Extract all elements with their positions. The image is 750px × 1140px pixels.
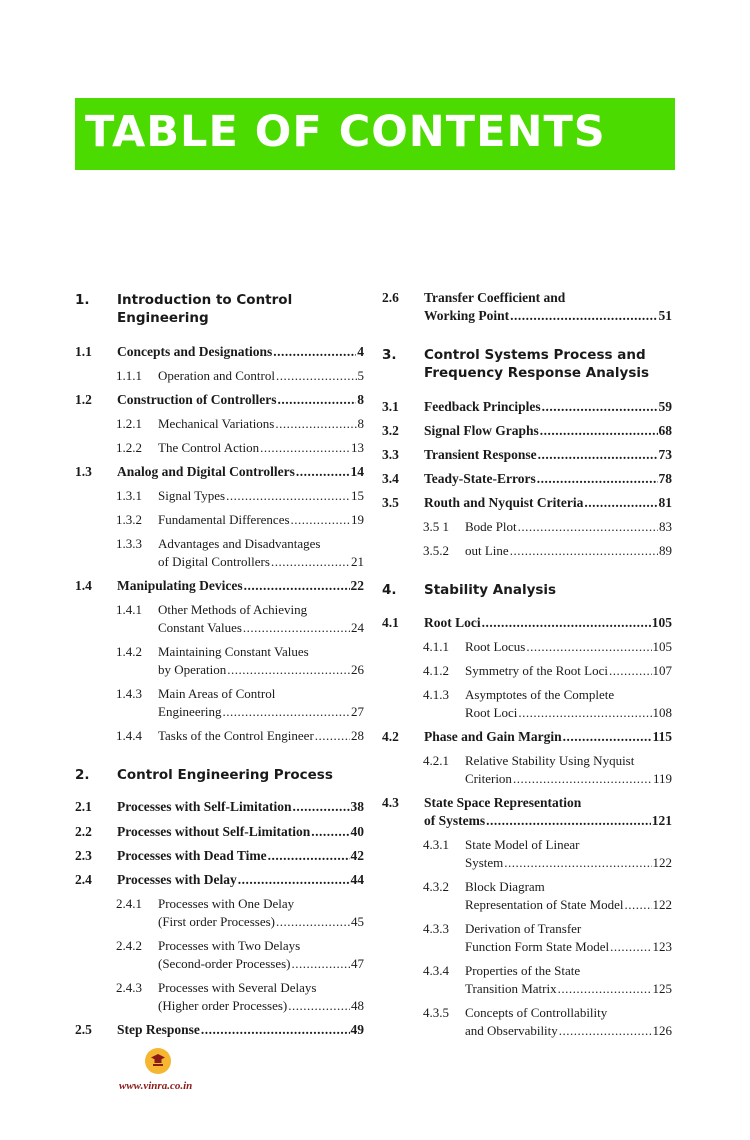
toc-entry-sub[interactable]	[423, 1004, 672, 1040]
page-number: 5	[357, 368, 364, 383]
entry-title: Routh and Nyquist Criteria	[424, 495, 584, 510]
dot-leader	[625, 896, 652, 914]
entry-number: 1.4.3	[116, 686, 142, 701]
page-number: 48	[351, 998, 364, 1013]
dot-leader	[243, 619, 350, 637]
dot-leader	[584, 494, 657, 512]
dot-leader	[291, 511, 350, 529]
toc-entry-sub[interactable]	[423, 518, 672, 536]
toc-entry-sub[interactable]	[116, 895, 364, 931]
entry-number: 1.4.1	[116, 602, 142, 617]
entry-title: Other Methods of Achieving	[158, 602, 308, 617]
dot-leader	[609, 662, 652, 680]
entry-number: 3.4	[382, 471, 399, 486]
entry-number: 4.1.1	[423, 639, 449, 654]
page-number: 47	[351, 956, 364, 971]
entry-title: Relative Stability Using Nyquist	[465, 753, 635, 768]
toc-entry-section[interactable]	[75, 823, 364, 841]
entry-number: 2.6	[382, 290, 399, 305]
entry-title: Processes with Delay	[117, 872, 237, 887]
entry-number: 4.1.2	[423, 663, 449, 678]
toc-entry-section[interactable]	[382, 728, 672, 746]
page-number: 45	[351, 914, 364, 929]
entry-title: Derivation of Transfer	[465, 921, 582, 936]
page-number: 4	[357, 344, 364, 359]
entry-number: 4.1	[382, 615, 399, 630]
toc-entry-sub[interactable]	[423, 686, 672, 722]
entry-title: Transition Matrix	[465, 981, 557, 996]
entry-title: Fundamental Differences	[158, 512, 290, 527]
toc-entry-sub[interactable]	[116, 979, 364, 1015]
entry-title: Processes with Several Delays	[158, 980, 317, 995]
entry-title: Maintaining Constant Values	[158, 644, 309, 659]
entry-title: Introduction to Control	[117, 292, 293, 308]
entry-number: 4.1.3	[423, 687, 449, 702]
page-number: 105	[652, 639, 672, 654]
entry-title: Step Response	[117, 1022, 200, 1037]
toc-entry-section[interactable]	[382, 794, 672, 830]
entry-title: Transfer Coefficient and	[424, 290, 566, 305]
entry-title: Construction of Controllers	[117, 392, 277, 407]
toc-entry-sub[interactable]	[423, 920, 672, 956]
dot-leader	[563, 728, 652, 746]
dot-leader	[292, 798, 349, 816]
page-number: 122	[652, 897, 672, 912]
website-link[interactable]: www.vinra.co.in	[119, 1080, 193, 1092]
dot-leader	[276, 913, 350, 931]
toc-entry-section[interactable]	[382, 446, 672, 464]
page-number: 38	[350, 799, 364, 814]
page-number: 125	[652, 981, 672, 996]
page-number: 126	[652, 1023, 672, 1038]
entry-title: Processes with Two Delays	[158, 938, 301, 953]
page-number: 24	[351, 620, 364, 635]
entry-title: Processes with One Delay	[158, 896, 295, 911]
dot-leader	[238, 871, 350, 889]
entry-title: Feedback Principles	[424, 399, 541, 414]
graduation-cap-icon	[150, 1052, 166, 1068]
dot-leader	[226, 487, 350, 505]
entry-title: Working Point	[424, 308, 510, 323]
dot-leader	[268, 847, 350, 865]
toc-entry-chapter[interactable]	[75, 766, 364, 784]
toc-entry-sub[interactable]	[116, 511, 364, 529]
page-number: 27	[351, 704, 364, 719]
page-number: 19	[351, 512, 364, 527]
toc-entry-sub[interactable]	[116, 487, 364, 505]
entry-number: 2.1	[75, 799, 92, 814]
entry-number: 2.	[75, 767, 90, 783]
page-number: 122	[652, 855, 672, 870]
entry-title: Control Systems Process and	[424, 347, 646, 363]
entry-title: Root Loci	[424, 615, 481, 630]
dot-leader	[244, 577, 350, 595]
dot-leader	[311, 823, 349, 841]
dot-leader	[275, 415, 356, 433]
entry-title: Control Engineering Process	[117, 767, 333, 783]
page-number: 21	[351, 554, 364, 569]
entry-title: Engineering	[158, 704, 222, 719]
entry-title: of Systems	[424, 813, 486, 828]
entry-title: Manipulating Devices	[117, 578, 243, 593]
dot-leader	[260, 439, 350, 457]
toc-entry-sub[interactable]	[116, 727, 364, 745]
entry-number: 3.2	[382, 423, 399, 438]
entry-title: Concepts and Designations	[117, 344, 273, 359]
toc-entry-section[interactable]	[75, 847, 364, 865]
toc-entry-sub[interactable]	[116, 685, 364, 721]
toc-entry-chapter[interactable]	[382, 581, 672, 599]
page-number: 51	[658, 308, 672, 323]
page-number: 15	[351, 488, 364, 503]
entry-title: Root Loci	[465, 705, 518, 720]
entry-number: 3.5 1	[423, 519, 449, 534]
entry-number: 4.3.1	[423, 837, 449, 852]
toc-entry-sub[interactable]	[116, 367, 364, 385]
entry-title: Processes without Self-Limitation	[117, 824, 311, 839]
entry-number: 3.1	[382, 399, 399, 414]
toc-entry-sub[interactable]	[116, 535, 364, 571]
dot-leader	[518, 704, 651, 722]
entry-number: 4.3.2	[423, 879, 449, 894]
entry-title: Symmetry of the Root Loci	[465, 663, 608, 678]
entry-number: 1.3	[75, 464, 92, 479]
entry-number: 1.2	[75, 392, 92, 407]
dot-leader	[513, 770, 652, 788]
toc-entry-section[interactable]	[382, 422, 672, 440]
page-number: 28	[351, 728, 364, 743]
entry-number: 1.2.2	[116, 440, 142, 455]
entry-number: 2.4	[75, 872, 92, 887]
entry-title: (First order Processes)	[158, 914, 275, 929]
toc-entry-sub[interactable]	[423, 662, 672, 680]
entry-title: out Line	[465, 543, 509, 558]
entry-title: Frequency Response Analysis	[424, 365, 650, 381]
entry-title: Main Areas of Control	[158, 686, 276, 701]
toc-entry-sub[interactable]	[423, 542, 672, 560]
page-number: 81	[658, 495, 672, 510]
entry-number: 3.	[382, 347, 397, 363]
toc-entry-section[interactable]	[382, 470, 672, 488]
entry-title: Advantages and Disadvantages	[158, 536, 321, 551]
page-title: TABLE OF CONTENTS	[85, 107, 606, 157]
page-number: 8	[357, 392, 364, 407]
dot-leader	[296, 463, 350, 481]
toc-entry-sub[interactable]	[116, 439, 364, 457]
toc-entry-sub[interactable]	[116, 601, 364, 637]
dot-leader	[276, 367, 357, 385]
page-number: 73	[658, 447, 672, 462]
entry-title: (Higher order Processes)	[158, 998, 288, 1013]
entry-title: Mechanical Variations	[158, 416, 275, 431]
entry-title: Signal Types	[158, 488, 226, 503]
page-number: 44	[350, 872, 364, 887]
entry-title: Root Locus	[465, 639, 526, 654]
dot-leader	[227, 661, 350, 679]
entry-title: Processes with Self-Limitation	[117, 799, 292, 814]
page-number: 22	[350, 578, 364, 593]
entry-number: 2.4.2	[116, 938, 142, 953]
toc-entry-section[interactable]	[75, 391, 364, 409]
entry-number: 4.3.5	[423, 1005, 449, 1020]
entry-number: 1.	[75, 292, 90, 308]
entry-title: Constant Values	[158, 620, 242, 635]
dot-leader	[526, 638, 651, 656]
toc-entry-section[interactable]	[382, 398, 672, 416]
entry-title: Analog and Digital Controllers	[117, 464, 295, 479]
page-number: 119	[652, 771, 672, 786]
entry-title: Phase and Gain Margin	[424, 729, 562, 744]
page-number: 49	[350, 1022, 364, 1037]
vinra-logo	[145, 1048, 171, 1074]
entry-number: 2.4.1	[116, 896, 142, 911]
dot-leader	[273, 343, 356, 361]
toc-entry-sub[interactable]	[423, 836, 672, 872]
entry-title: Stability Analysis	[424, 582, 557, 598]
dot-leader	[540, 422, 658, 440]
page-number: 14	[350, 464, 364, 479]
entry-number: 4.	[382, 582, 397, 598]
entry-number: 1.2.1	[116, 416, 142, 431]
dot-leader	[486, 812, 651, 830]
page-number: 13	[351, 440, 364, 455]
page-number: 121	[651, 813, 672, 828]
toc-entry-section[interactable]	[75, 463, 364, 481]
dot-leader	[510, 542, 658, 560]
entry-title: System	[465, 855, 504, 870]
entry-title: Representation of State Model	[465, 897, 624, 912]
page-number: 59	[658, 399, 672, 414]
entry-title: Tasks of the Control Engineer	[158, 728, 314, 743]
toc-entry-section[interactable]	[75, 871, 364, 889]
toc-entry-sub[interactable]	[423, 638, 672, 656]
toc-entry-sub[interactable]	[116, 937, 364, 973]
toc-entry-sub[interactable]	[116, 643, 364, 679]
page-number: 40	[350, 824, 364, 839]
entry-title: (Second-order Processes)	[158, 956, 291, 971]
entry-title: Block Diagram	[465, 879, 545, 894]
entry-title: State Model of Linear	[465, 837, 580, 852]
entry-title: Processes with Dead Time	[117, 848, 267, 863]
entry-number: 1.4.4	[116, 728, 142, 743]
page-number: 83	[659, 519, 672, 534]
entry-title: Teady-State-Errors	[424, 471, 536, 486]
entry-number: 3.5.2	[423, 543, 449, 558]
toc-entry-section[interactable]	[75, 798, 364, 816]
dot-leader	[504, 854, 651, 872]
entry-title: Function Form State Model	[465, 939, 610, 954]
entry-number: 2.4.3	[116, 980, 142, 995]
dot-leader	[482, 614, 651, 632]
entry-title: Signal Flow Graphs	[424, 423, 539, 438]
toc-entry-sub[interactable]	[423, 878, 672, 914]
entry-title: and Observability	[465, 1023, 558, 1038]
entry-title: Bode Plot	[465, 519, 517, 534]
dot-leader	[610, 938, 651, 956]
entry-title: Criterion	[465, 771, 512, 786]
entry-title: Engineering	[117, 310, 209, 326]
toc-entry-sub[interactable]	[423, 752, 672, 788]
dot-leader	[559, 1022, 652, 1040]
dot-leader	[223, 703, 350, 721]
entry-title: Operation and Control	[158, 368, 275, 383]
toc-entry-sub[interactable]	[116, 415, 364, 433]
page-number: 108	[652, 705, 672, 720]
page-number: 115	[652, 729, 672, 744]
dot-leader	[288, 997, 350, 1015]
page-number: 68	[658, 423, 672, 438]
entry-number: 4.2.1	[423, 753, 449, 768]
entry-number: 1.4	[75, 578, 92, 593]
toc-entry-chapter[interactable]	[75, 291, 364, 327]
page-number: 8	[357, 416, 364, 431]
toc-entry-sub[interactable]	[423, 962, 672, 998]
entry-number: 2.2	[75, 824, 92, 839]
entry-number: 1.1.1	[116, 368, 142, 383]
toc-entry-section[interactable]	[382, 494, 672, 512]
entry-number: 3.5	[382, 495, 399, 510]
page-number: 78	[658, 471, 672, 486]
toc-entry-section[interactable]	[75, 343, 364, 361]
entry-number: 4.3.3	[423, 921, 449, 936]
dot-leader	[201, 1021, 350, 1039]
page-number: 123	[652, 939, 672, 954]
dot-leader	[278, 391, 357, 409]
page-number: 107	[652, 663, 672, 678]
entry-number: 1.3.1	[116, 488, 142, 503]
entry-number: 4.3	[382, 795, 399, 810]
toc-entry-section[interactable]	[75, 577, 364, 595]
entry-title: Properties of the State	[465, 963, 581, 978]
toc-entry-section[interactable]	[382, 289, 672, 325]
entry-number: 4.3.4	[423, 963, 449, 978]
dot-leader	[315, 727, 350, 745]
toc-entry-chapter[interactable]	[382, 346, 672, 382]
entry-title: by Operation	[158, 662, 227, 677]
dot-leader	[558, 980, 652, 998]
entry-title: Asymptotes of the Complete	[465, 687, 615, 702]
entry-title: The Control Action	[158, 440, 260, 455]
entry-number: 4.2	[382, 729, 399, 744]
entry-title: Concepts of Controllability	[465, 1005, 608, 1020]
dot-leader	[518, 518, 658, 536]
dot-leader	[291, 955, 350, 973]
entry-title: Transient Response	[424, 447, 537, 462]
dot-leader	[271, 553, 350, 571]
toc-entry-section[interactable]	[75, 1021, 364, 1039]
dot-leader	[510, 307, 657, 325]
title-banner	[75, 98, 675, 170]
dot-leader	[537, 470, 658, 488]
page-number: 26	[351, 662, 364, 677]
dot-leader	[538, 446, 658, 464]
entry-number: 1.4.2	[116, 644, 142, 659]
entry-number: 3.3	[382, 447, 399, 462]
page-number: 89	[659, 543, 672, 558]
entry-number: 1.1	[75, 344, 92, 359]
toc-entry-section[interactable]	[382, 614, 672, 632]
entry-number: 1.3.2	[116, 512, 142, 527]
page-number: 105	[651, 615, 672, 630]
entry-title: State Space Representation	[424, 795, 582, 810]
entry-number: 2.3	[75, 848, 92, 863]
entry-title: of Digital Controllers	[158, 554, 270, 569]
dot-leader	[542, 398, 658, 416]
entry-number: 2.5	[75, 1022, 92, 1037]
entry-number: 1.3.3	[116, 536, 142, 551]
page-number: 42	[350, 848, 364, 863]
